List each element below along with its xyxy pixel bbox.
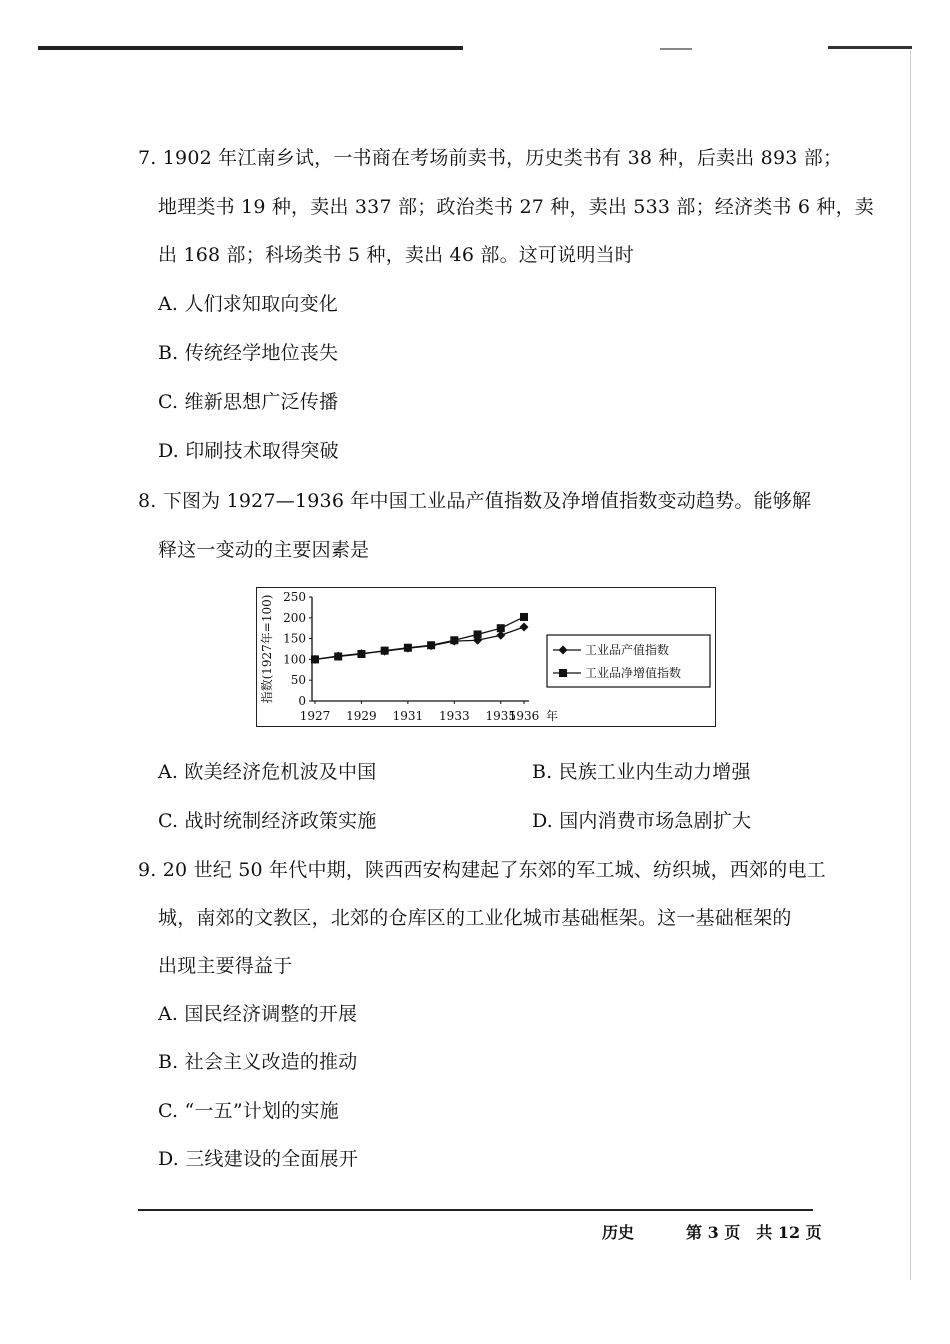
- data-point-square: [311, 655, 319, 663]
- q8-option-a: A. 欧美经济危机波及中国: [158, 761, 377, 783]
- x-tick-label: 1935: [485, 709, 517, 723]
- q9-stem-line: 城，南郊的文教区，北郊的仓库区的工业化城市基础框架。这一基础框架的: [158, 907, 792, 929]
- y-tick-label: 150: [283, 631, 306, 646]
- data-point-square: [427, 641, 435, 649]
- y-tick-label: 50: [290, 673, 306, 688]
- footer-subject: 历史: [602, 1223, 635, 1242]
- series-line-1: [315, 627, 524, 659]
- q9-option-c: C. “一五”计划的实施: [158, 1100, 339, 1122]
- q8-stem-line: 释这一变动的主要因素是: [158, 539, 370, 561]
- q7-option-a: A. 人们求知取向变化: [158, 293, 339, 315]
- q7-option-b: B. 传统经学地位丧失: [158, 342, 339, 364]
- chart-frame: [256, 587, 716, 727]
- q9-option-d: D. 三线建设的全面展开: [158, 1148, 359, 1170]
- q9-stem-line: 9. 20 世纪 50 年代中期，陕西西安构建起了东郊的军工城、纺织城，西郊的电工: [138, 859, 826, 881]
- top-rule: [38, 46, 463, 50]
- q7-option-d: D. 印刷技术取得突破: [158, 440, 339, 462]
- x-tick-label: 1927: [299, 709, 331, 723]
- series-line-2: [315, 617, 524, 659]
- q7-stem-line: 出 168 部；科场类书 5 种，卖出 46 部。这可说明当时: [158, 244, 634, 266]
- data-point-square: [334, 652, 342, 660]
- x-tick-label: 1931: [392, 709, 424, 723]
- x-tick-label: 1929: [346, 709, 377, 723]
- top-rule: [660, 48, 692, 50]
- legend-label: 工业品产值指数: [585, 643, 670, 657]
- data-point-square: [381, 647, 389, 655]
- q8-option-d: D. 国内消费市场急剧扩大: [532, 810, 752, 832]
- y-tick-label: 200: [283, 610, 306, 625]
- data-point-square: [357, 650, 365, 658]
- top-rule: [828, 46, 912, 49]
- legend-marker-square: [559, 669, 567, 677]
- data-point-square: [450, 636, 458, 644]
- q9-stem-line: 出现主要得益于: [158, 955, 293, 977]
- q7-stem-line: 7. 1902 年江南乡试，一书商在考场前卖书，历史类书有 38 种，后卖出 893 部；: [138, 147, 843, 169]
- y-tick-label: 0: [298, 694, 306, 708]
- data-point-square: [404, 644, 412, 652]
- index-line-chart: [257, 588, 715, 726]
- q9-option-b: B. 社会主义改造的推动: [158, 1051, 358, 1073]
- q8-stem-line: 8. 下图为 1927—1936 年中国工业品产值指数及净增值指数变动趋势。能够解: [138, 490, 812, 512]
- q7-option-c: C. 维新思想广泛传播: [158, 391, 339, 413]
- data-point-square: [474, 630, 482, 638]
- footer-rule: [138, 1209, 813, 1211]
- data-point-square: [497, 624, 505, 632]
- x-tick-label: 1936: [508, 709, 540, 723]
- x-tick-label: 1933: [439, 709, 470, 723]
- q7-stem-line: 地理类书 19 种，卖出 337 部；政治类书 27 种，卖出 533 部；经济类书 6 种，卖: [158, 196, 874, 218]
- legend-label: 工业品净增值指数: [585, 666, 682, 680]
- y-tick-label: 100: [283, 652, 306, 667]
- data-point-square: [520, 613, 528, 621]
- y-axis-label: 指数(1927年=100): [260, 594, 274, 704]
- footer-page-number: 第 3 页 共 12 页: [686, 1223, 822, 1242]
- x-unit-label: 年: [545, 709, 559, 723]
- page-edge: [910, 50, 911, 1280]
- data-point-diamond: [520, 622, 529, 631]
- q9-option-a: A. 国民经济调整的开展: [158, 1003, 358, 1025]
- y-tick-label: 250: [283, 590, 306, 604]
- q8-option-b: B. 民族工业内生动力增强: [532, 761, 751, 783]
- q8-option-c: C. 战时统制经济政策实施: [158, 810, 377, 832]
